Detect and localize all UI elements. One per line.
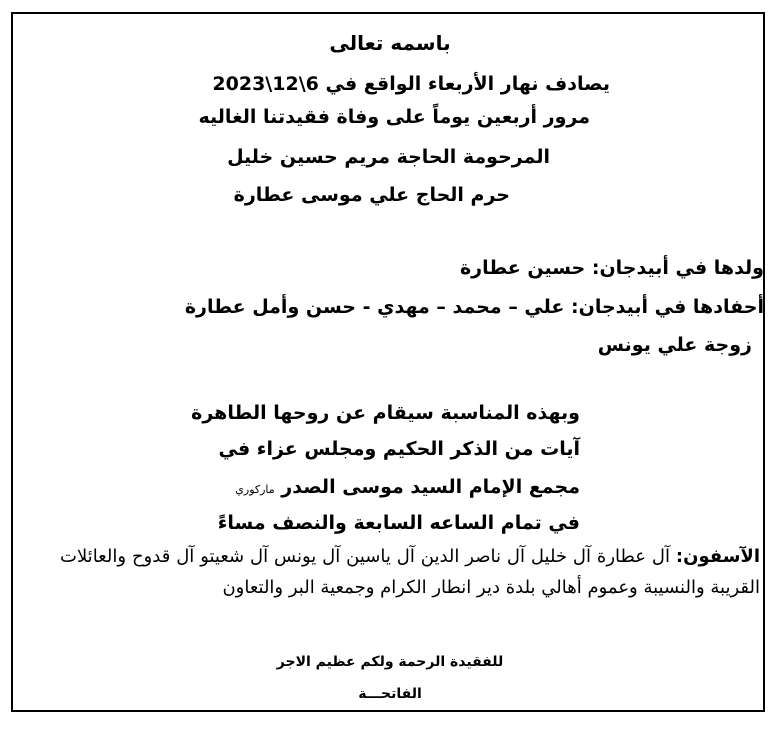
occasion-line-3 [200, 474, 580, 503]
family-son: ولدها في أبيدجان: حسين عطارة [459, 257, 764, 279]
heading-deceased-name: المرحومة الحاجة مريم حسين خليل [227, 146, 550, 168]
family-wife: زوجة علي يونس [597, 334, 752, 356]
family-grandchildren: أحفادها في أبيدجان: علي – محمد – مهدي - حسن وأمل عطارة [184, 296, 764, 318]
heading-husband: حرم الحاج علي موسى عطارة [233, 184, 510, 206]
heading-bismihi: باسمه تعالى [329, 31, 451, 55]
venue-name: مجمع الإمام السيد موسى الصدر [281, 476, 580, 498]
venue-note: ماركوري [235, 483, 275, 496]
mourners-paragraph [60, 541, 760, 603]
occasion-line-1: وبهذه المناسبة سيقام عن روحها الطاهرة [191, 402, 580, 424]
occasion-line-2: آيات من الذكر الحكيم ومجلس عزاء في [218, 438, 580, 460]
occasion-time: في تمام الساعه السابعة والنصف مساءً [217, 512, 580, 534]
closing-condolence: للفقيدة الرحمة ولكم عظيم الاجر [276, 654, 504, 670]
mourners-text: آل عطارة آل خليل آل ناصر الدين آل ياسين آل يونس آل شعيتو آل قدوح والعائلات القريبة والنسيبة وعموم أهالي بلدة دير انطار الكرام وجمعية البر والتعاون [60, 546, 760, 598]
mourners-label: الآسفون: [675, 546, 760, 567]
heading-forty-days: مرور أربعين يوماً على وفاة فقيدتنا الغاليه [198, 106, 590, 128]
closing-fatiha: الفاتحـــة [358, 686, 422, 702]
heading-date: يصادف نهار الأربعاء الواقع في 6\12\2023 [212, 73, 610, 95]
